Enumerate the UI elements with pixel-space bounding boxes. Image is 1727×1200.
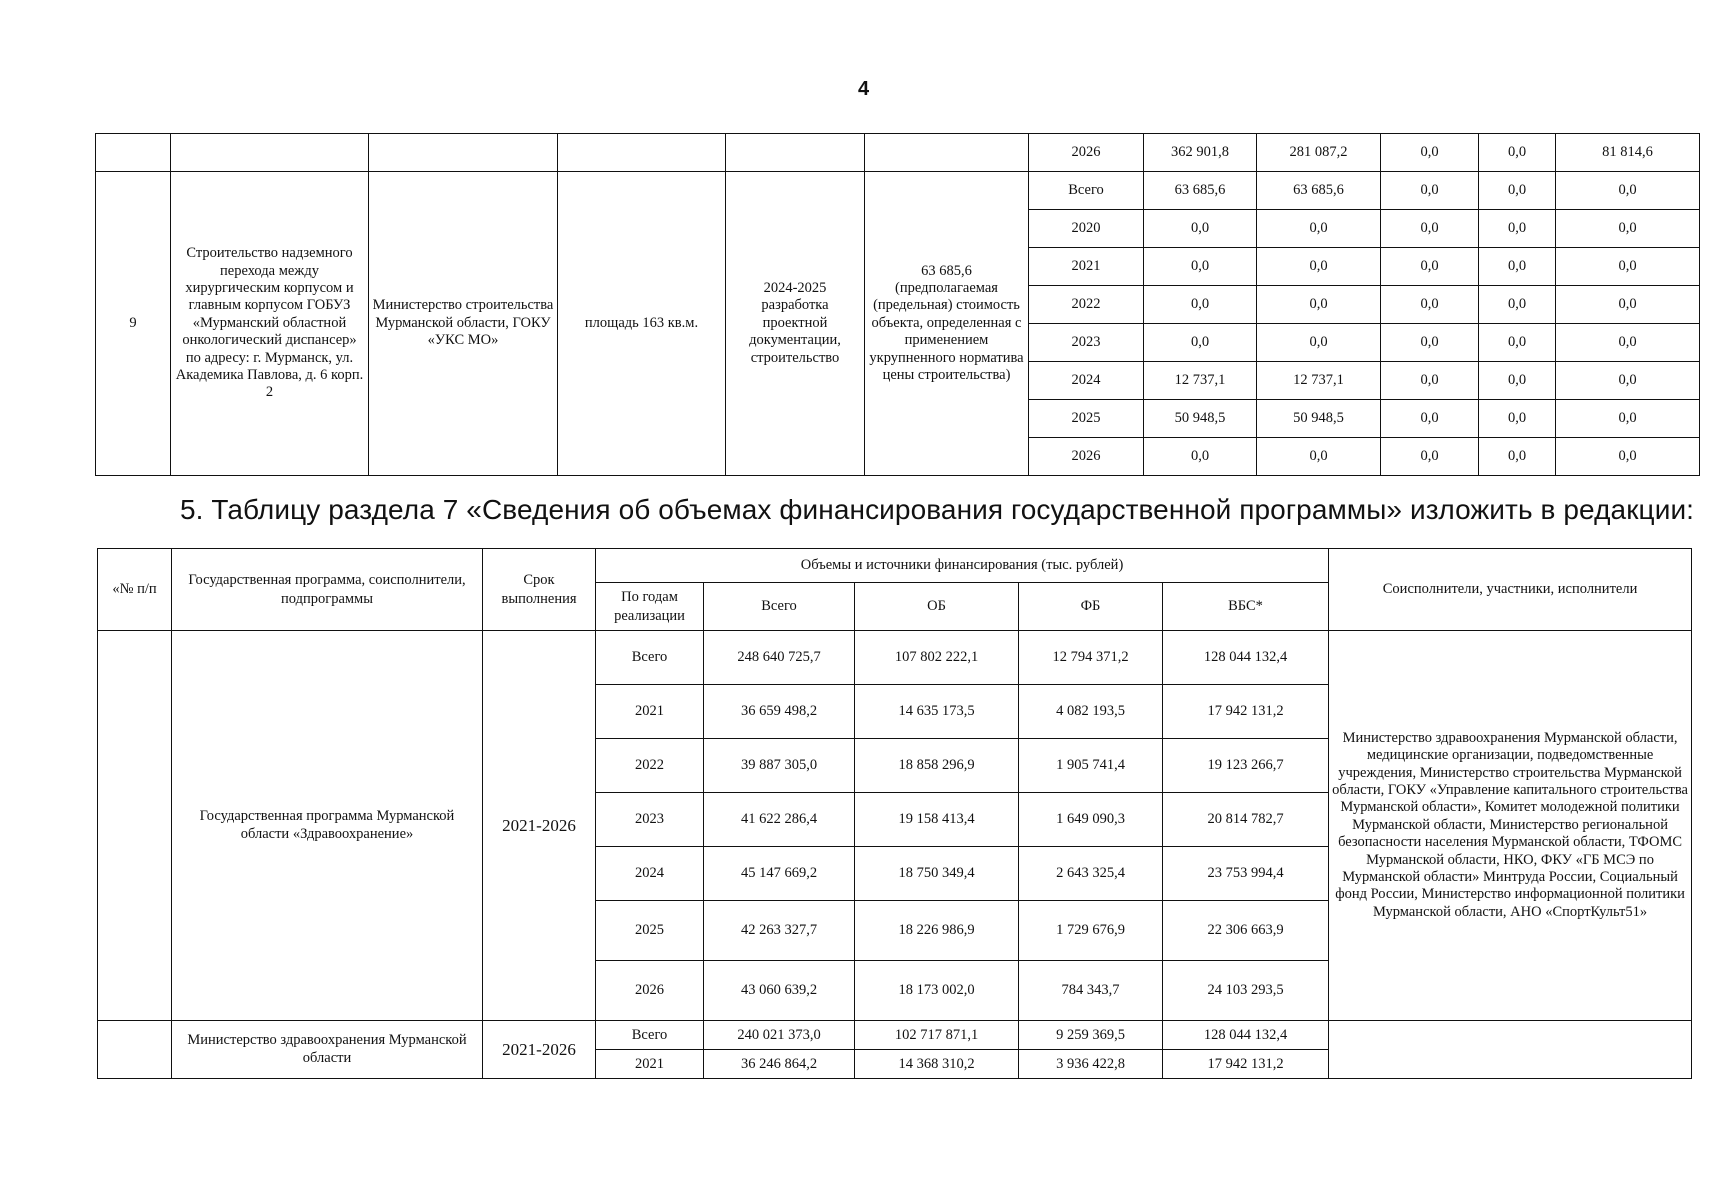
year-cell: 2025: [1029, 400, 1144, 438]
total-cell: 39 887 305,0: [704, 739, 855, 793]
ob-cell: 18 226 986,9: [855, 901, 1019, 961]
vbs-cell: 128 044 132,4: [1163, 631, 1329, 685]
page-number: 4: [857, 78, 870, 100]
ob-cell: 18 173 002,0: [855, 961, 1019, 1021]
item-name: Строительство надземного перехода между хирургическим корпусом и главным корпусом ГОБУЗ «Мурманский областной онкологический диспансер» по адресу: г. Мурманск, ул. Академика Павлова, д. 6 корп. 2: [171, 172, 369, 476]
fb-cell: 3 936 422,8: [1019, 1050, 1163, 1079]
value-cell: 0,0: [1556, 324, 1700, 362]
value-cell: 0,0: [1381, 248, 1479, 286]
value-cell: 0,0: [1556, 400, 1700, 438]
year-cell: 2021: [596, 685, 704, 739]
value-cell: 0,0: [1556, 172, 1700, 210]
year-cell: Всего: [1029, 172, 1144, 210]
fb-cell: 1 649 090,3: [1019, 793, 1163, 847]
ob-cell: 14 635 173,5: [855, 685, 1019, 739]
value-cell: 63 685,6: [1257, 172, 1381, 210]
item-period: 2024-2025 разработка проектной документации, строительство: [726, 172, 865, 476]
value-cell: 0,0: [1479, 248, 1556, 286]
item-executor: Министерство строительства Мурманской области, ГОКУ «УКС МО»: [369, 172, 558, 476]
value-cell: 0,0: [1144, 286, 1257, 324]
program-name: Государственная программа Мурманской области «Здравоохранение»: [172, 631, 483, 1021]
table-row: [98, 1021, 1692, 1050]
value-cell: 0,0: [1381, 324, 1479, 362]
year-cell: 2021: [1029, 248, 1144, 286]
value-cell: 0,0: [1381, 134, 1479, 172]
year-cell: 2021: [596, 1050, 704, 1079]
year-cell: 2023: [596, 793, 704, 847]
year-cell: 2026: [596, 961, 704, 1021]
header-program: Государственная программа, соисполнители, подпрограммы: [172, 549, 483, 631]
value-cell: 0,0: [1381, 210, 1479, 248]
construction-objects-table: [95, 133, 1700, 476]
value-cell: 0,0: [1257, 286, 1381, 324]
fb-cell: 9 259 369,5: [1019, 1021, 1163, 1050]
value-cell: 50 948,5: [1144, 400, 1257, 438]
value-cell: 0,0: [1257, 210, 1381, 248]
header-row: [98, 549, 1692, 583]
ministry-name: Министерство здравоохранения Мурманской области: [172, 1021, 483, 1079]
value-cell: 0,0: [1144, 248, 1257, 286]
total-cell: 43 060 639,2: [704, 961, 855, 1021]
header-vbs: ВБС*: [1163, 583, 1329, 631]
value-cell: 0,0: [1144, 324, 1257, 362]
program-participants: Министерство здравоохранения Мурманской области, медицинские организации, подведомственные учреждения, Министерство строительства Мурманской области, ГОКУ «Управление капитального строительства Мурманской области», Комитет молодежной политики Мурманской области, Министерство региональной безопасности населения Мурманской области, ТФОМС Мурманской области, НКО, ФКУ «ГБ МСЭ по Мурманской области» Минтруда России, Социальный фонд России, Министерство информационной политики Мурманской области, АНО «СпортКульт51»: [1329, 631, 1692, 1021]
vbs-cell: 17 942 131,2: [1163, 685, 1329, 739]
financing-table: [97, 548, 1692, 1079]
value-cell: 0,0: [1381, 286, 1479, 324]
value-cell: 0,0: [1479, 134, 1556, 172]
header-funding: Объемы и источники финансирования (тыс. рублей): [596, 549, 1329, 583]
vbs-cell: 19 123 266,7: [1163, 739, 1329, 793]
total-cell: 36 246 864,2: [704, 1050, 855, 1079]
total-cell: 45 147 669,2: [704, 847, 855, 901]
ob-cell: 102 717 871,1: [855, 1021, 1019, 1050]
ministry-term: 2021-2026: [483, 1021, 596, 1079]
header-term: Срок выполнения: [483, 549, 596, 631]
value-cell: 0,0: [1144, 210, 1257, 248]
value-cell: 0,0: [1257, 324, 1381, 362]
total-cell: 248 640 725,7: [704, 631, 855, 685]
year-cell: 2026: [1029, 438, 1144, 476]
value-cell: 0,0: [1556, 438, 1700, 476]
value-cell: 0,0: [1381, 400, 1479, 438]
year-cell: Всего: [596, 1021, 704, 1050]
year-cell: 2024: [596, 847, 704, 901]
total-cell: 41 622 286,4: [704, 793, 855, 847]
section-heading: 5. Таблицу раздела 7 «Сведения об объемах финансирования государственной программы» изложить в редакции:: [180, 494, 1695, 525]
value-cell: 0,0: [1556, 210, 1700, 248]
header-participants: Соисполнители, участники, исполнители: [1329, 549, 1692, 631]
table-row: [96, 134, 1700, 172]
vbs-cell: 17 942 131,2: [1163, 1050, 1329, 1079]
value-cell: 0,0: [1381, 438, 1479, 476]
value-cell: 0,0: [1257, 438, 1381, 476]
value-cell: 63 685,6: [1144, 172, 1257, 210]
value-cell: 281 087,2: [1257, 134, 1381, 172]
value-cell: 0,0: [1479, 172, 1556, 210]
value-cell: 0,0: [1556, 286, 1700, 324]
value-cell: 0,0: [1479, 324, 1556, 362]
fb-cell: 12 794 371,2: [1019, 631, 1163, 685]
header-num: «№ п/п: [98, 549, 172, 631]
item-cost: 63 685,6 (предполагаемая (предельная) стоимость объекта, определенная с применением укрупненного норматива цены строительства): [865, 172, 1029, 476]
value-cell: 0,0: [1556, 362, 1700, 400]
fb-cell: 784 343,7: [1019, 961, 1163, 1021]
value-cell: 0,0: [1381, 172, 1479, 210]
year-cell: 2020: [1029, 210, 1144, 248]
year-cell: 2023: [1029, 324, 1144, 362]
year-cell: 2026: [1029, 134, 1144, 172]
year-cell: Всего: [596, 631, 704, 685]
total-cell: 240 021 373,0: [704, 1021, 855, 1050]
header-fb: ФБ: [1019, 583, 1163, 631]
value-cell: 81 814,6: [1556, 134, 1700, 172]
year-cell: 2025: [596, 901, 704, 961]
table-row: [98, 631, 1692, 685]
ob-cell: 107 802 222,1: [855, 631, 1019, 685]
value-cell: 12 737,1: [1257, 362, 1381, 400]
value-cell: 0,0: [1479, 210, 1556, 248]
value-cell: 0,0: [1479, 400, 1556, 438]
item-number: 9: [96, 172, 171, 476]
year-cell: 2024: [1029, 362, 1144, 400]
value-cell: 0,0: [1556, 248, 1700, 286]
value-cell: 0,0: [1144, 438, 1257, 476]
ob-cell: 14 368 310,2: [855, 1050, 1019, 1079]
vbs-cell: 22 306 663,9: [1163, 901, 1329, 961]
vbs-cell: 24 103 293,5: [1163, 961, 1329, 1021]
fb-cell: 2 643 325,4: [1019, 847, 1163, 901]
fb-cell: 4 082 193,5: [1019, 685, 1163, 739]
value-cell: 0,0: [1479, 362, 1556, 400]
program-term: 2021-2026: [483, 631, 596, 1021]
item-capacity: площадь 163 кв.м.: [558, 172, 726, 476]
table-row: [96, 172, 1700, 210]
header-total: Всего: [704, 583, 855, 631]
ob-cell: 18 750 349,4: [855, 847, 1019, 901]
vbs-cell: 20 814 782,7: [1163, 793, 1329, 847]
value-cell: 0,0: [1257, 248, 1381, 286]
header-by-year: По годам реализации: [596, 583, 704, 631]
ob-cell: 19 158 413,4: [855, 793, 1019, 847]
vbs-cell: 23 753 994,4: [1163, 847, 1329, 901]
total-cell: 42 263 327,7: [704, 901, 855, 961]
value-cell: 0,0: [1381, 362, 1479, 400]
ob-cell: 18 858 296,9: [855, 739, 1019, 793]
year-cell: 2022: [1029, 286, 1144, 324]
fb-cell: 1 729 676,9: [1019, 901, 1163, 961]
value-cell: 12 737,1: [1144, 362, 1257, 400]
value-cell: 50 948,5: [1257, 400, 1381, 438]
value-cell: 0,0: [1479, 286, 1556, 324]
fb-cell: 1 905 741,4: [1019, 739, 1163, 793]
value-cell: 362 901,8: [1144, 134, 1257, 172]
vbs-cell: 128 044 132,4: [1163, 1021, 1329, 1050]
header-ob: ОБ: [855, 583, 1019, 631]
value-cell: 0,0: [1479, 438, 1556, 476]
total-cell: 36 659 498,2: [704, 685, 855, 739]
year-cell: 2022: [596, 739, 704, 793]
